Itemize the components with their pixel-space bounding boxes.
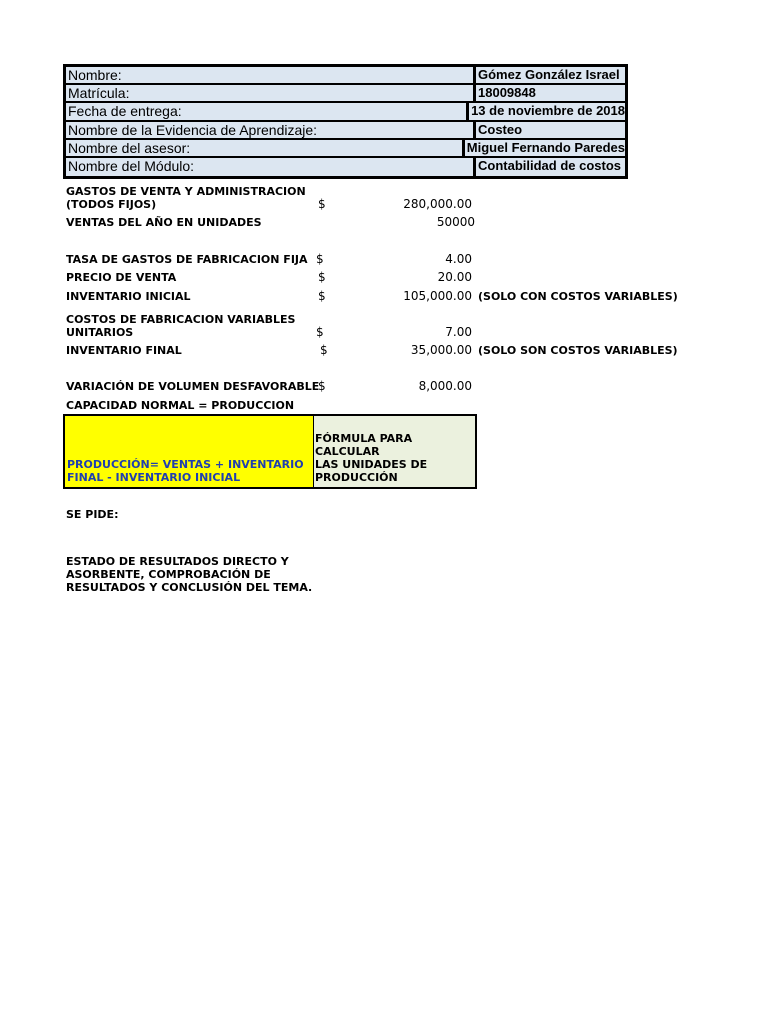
tasa-currency: $: [316, 252, 324, 266]
formula-cell[interactable]: [65, 416, 314, 487]
row-modulo: [66, 158, 625, 176]
gastos-venta-label-line1: GASTOS DE VENTA Y ADMINISTRACION: [66, 185, 306, 198]
estado-resultados-line3: RESULTADOS Y CONCLUSIÓN DEL TEMA.: [66, 581, 313, 594]
inventario-inicial-currency: $: [318, 289, 326, 303]
inventario-final-label: INVENTARIO FINAL: [66, 344, 182, 357]
variacion-volumen-amount[interactable]: 8,000.00: [418, 379, 472, 393]
value-matricula[interactable]: 18009848: [478, 85, 536, 101]
precio-label: PRECIO DE VENTA: [66, 271, 177, 284]
label-evidencia: Nombre de la Evidencia de Aprendizaje:: [66, 122, 476, 138]
inventario-inicial-amount[interactable]: 105,000.00: [403, 289, 472, 303]
formula-description-text: [315, 432, 475, 484]
formula-description-line2: LAS UNIDADES DE: [315, 458, 428, 471]
gastos-venta-currency: $: [318, 197, 326, 211]
costos-variables-amount[interactable]: 7.00: [445, 325, 472, 339]
value-nombre[interactable]: Gómez González Israel: [478, 67, 620, 82]
formula-line1: PRODUCCIÓN= VENTAS + INVENTARIO: [67, 458, 304, 471]
variacion-volumen-currency: $: [318, 379, 326, 393]
value-modulo[interactable]: Contabilidad de costos: [478, 157, 622, 173]
tasa-amount[interactable]: 4.00: [445, 252, 472, 266]
label-modulo: Nombre del Módulo:: [66, 158, 476, 176]
row-matricula: [66, 85, 625, 103]
label-fecha: Fecha de entrega:: [66, 103, 469, 119]
estado-resultados-line2: ASORBENTE, COMPROBACIÓN DE: [66, 568, 271, 581]
costos-variables-label-line1: COSTOS DE FABRICACION VARIABLES: [66, 313, 296, 326]
ventas-label: VENTAS DEL AÑO EN UNIDADES: [66, 216, 262, 229]
value-fecha[interactable]: 13 de noviembre de 2018: [471, 103, 625, 119]
row-evidencia: [66, 122, 625, 140]
capacidad-normal-label: CAPACIDAD NORMAL = PRODUCCION: [66, 399, 295, 412]
student-info-table: [63, 64, 628, 179]
label-matricula: Matrícula:: [66, 85, 476, 101]
tasa-label: TASA DE GASTOS DE FABRICACION FIJA: [66, 253, 308, 266]
inventario-final-currency: $: [320, 343, 328, 357]
ventas-amount[interactable]: 50000: [436, 215, 475, 229]
formula-box: [63, 414, 477, 489]
row-fecha: [66, 103, 625, 121]
gastos-venta-label-line2: (TODOS FIJOS): [66, 198, 157, 211]
variacion-volumen-label: VARIACIÓN DE VOLUMEN DESFAVORABLE: [66, 380, 320, 393]
gastos-venta-amount[interactable]: 280,000.00: [403, 197, 472, 211]
se-pide-label: SE PIDE:: [66, 508, 119, 521]
inventario-inicial-label: INVENTARIO INICIAL: [66, 290, 191, 303]
formula-description-line3: PRODUCCIÓN: [315, 471, 398, 484]
formula-description-cell[interactable]: [314, 416, 475, 487]
precio-amount[interactable]: 20.00: [437, 270, 472, 284]
formula-line2: FINAL - INVENTARIO INICIAL: [67, 471, 241, 484]
costos-variables-label-line2: UNITARIOS: [66, 326, 134, 339]
value-asesor[interactable]: Miguel Fernando Paredes: [466, 139, 625, 155]
costos-variables-currency: $: [316, 325, 324, 339]
value-evidencia[interactable]: Costeo: [478, 121, 523, 137]
precio-currency: $: [318, 270, 326, 284]
formula-description-line1: FÓRMULA PARA CALCULAR: [315, 432, 413, 458]
inventario-final-amount[interactable]: 35,000.00: [410, 343, 472, 357]
formula-text: [67, 458, 304, 484]
row-nombre: [66, 67, 625, 85]
estado-resultados-line1: ESTADO DE RESULTADOS DIRECTO Y: [66, 555, 289, 568]
inventario-inicial-note: (SOLO CON COSTOS VARIABLES): [478, 290, 678, 303]
label-asesor: Nombre del asesor:: [66, 140, 465, 156]
label-nombre: Nombre:: [66, 67, 476, 83]
inventario-final-note: (SOLO SON COSTOS VARIABLES): [478, 344, 678, 357]
row-asesor: [66, 140, 625, 158]
